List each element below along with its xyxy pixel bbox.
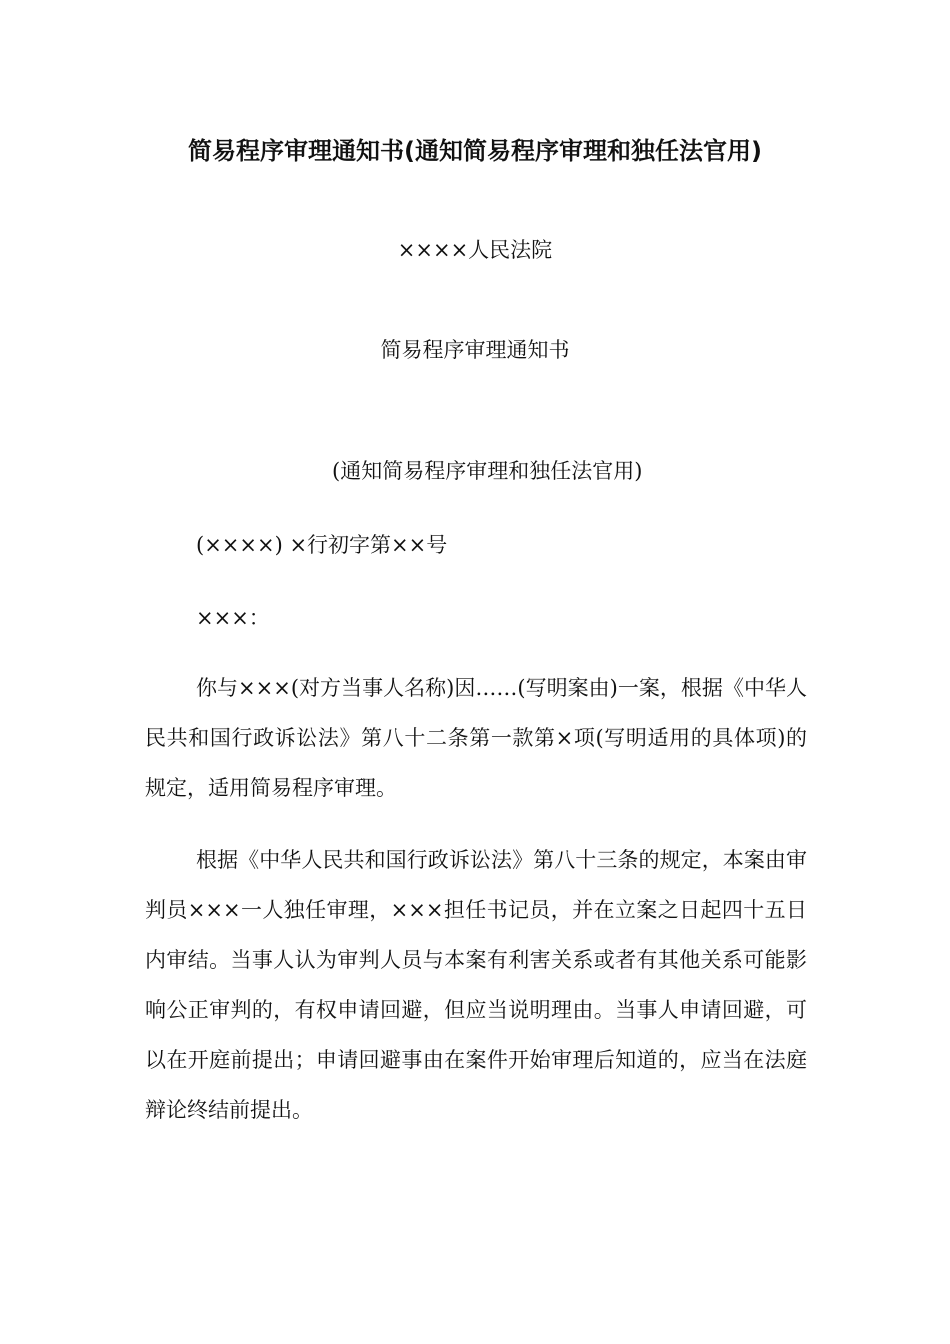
addressee: ×××：	[196, 606, 270, 630]
notice-name: 简易程序审理通知书	[380, 338, 570, 362]
body-paragraph-2: 根据《中华人民共和国行政诉讼法》第八十三条的规定，本案由审判员×××一人独任审理，×××担任书记员，并在立案之日起四十五日内审结。当事人认为审判人员与本案有利害关系或者有其他关系可能影响公正审判的，有权申请回避，但应当说明理由。当事人申请回避，可以在开庭前提出；申请回避事由在案件开始审理后知道的，应当在法庭辩论终结前提出。	[145, 848, 807, 1122]
court-name: ××××人民法院	[397, 238, 553, 262]
document-title: 简易程序审理通知书(通知简易程序审理和独任法官用)	[188, 137, 762, 165]
usage-note: (通知简易程序审理和独任法官用)	[332, 459, 643, 483]
case-number: (××××) ×行初字第××号	[196, 533, 448, 557]
body-paragraph-1: 你与×××(对方当事人名称)因……(写明案由)一案，根据《中华人民共和国行政诉讼法》第八十二条第一款第×项(写明适用的具体项)的规定，适用简易程序审理。	[145, 676, 807, 800]
